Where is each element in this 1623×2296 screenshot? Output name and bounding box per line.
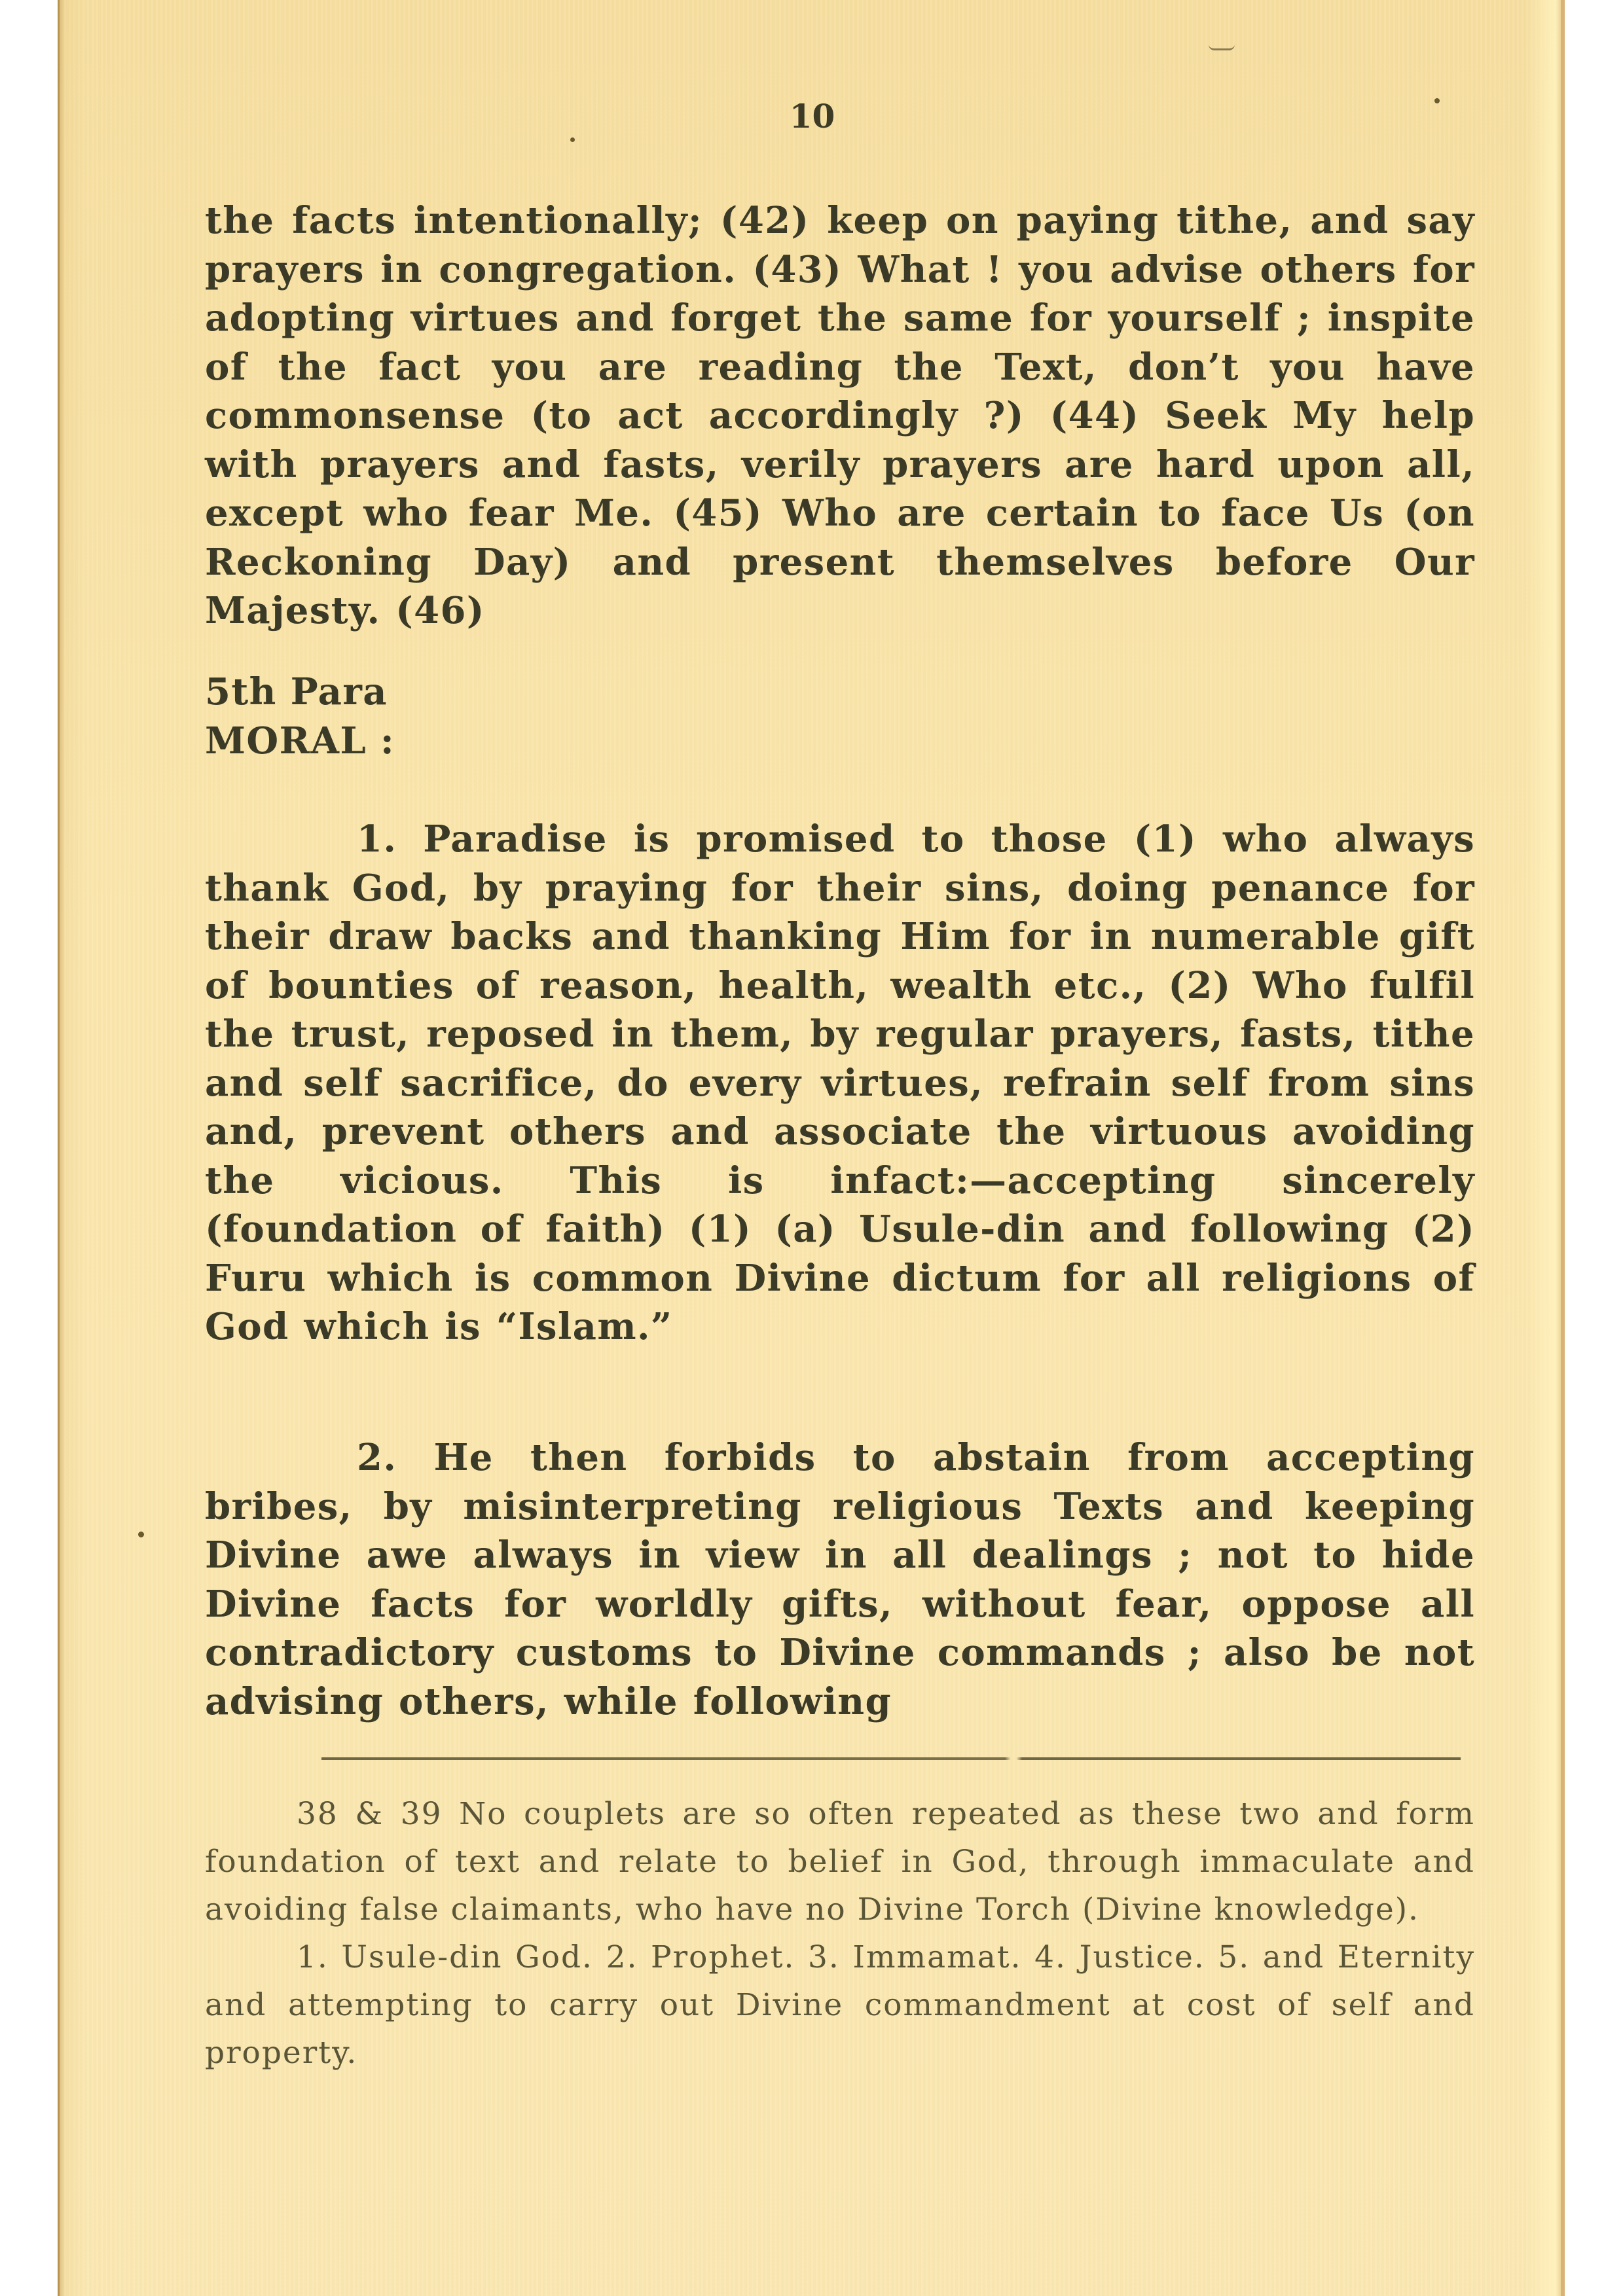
moral-item-2 <box>205 1433 1475 1726</box>
footnote-divider <box>321 1757 1461 1760</box>
paper-blemish <box>1209 45 1235 50</box>
section-heading-block <box>205 668 1475 765</box>
paper-speck <box>138 1532 144 1537</box>
page-edge <box>1561 0 1565 2296</box>
moral-paragraph: 2. He then forbids to abstain from accepting bribes, by misinterpreting religious Texts and keeping Divine awe always in view in all dealings ; not to hide Divine facts for worldly gifts, without fear, oppose all contradictory customs to Divine commands ; also be not advising others, while following <box>205 1436 1475 1723</box>
moral-item-1 <box>205 815 1475 1352</box>
paper-speck <box>1434 98 1440 103</box>
book-page <box>58 0 1565 2296</box>
footnotes <box>205 1790 1475 2077</box>
footnote-38-39: 38 & 39 No couplets are so often repeated as these two and form foundation of text and relate to belief in God, through immaculate and avoiding false claimants, who have no Divine Torch (Divine knowledge). <box>205 1796 1475 1928</box>
continuation-block <box>205 196 1475 636</box>
paper-speck <box>570 137 575 142</box>
footnote-1: 1. Usule-din God. 2. Prophet. 3. Immamat. 4. Justice. 5. and Eternity and attempting to carry out Divine commandment at cost of self and property. <box>205 1939 1475 2071</box>
moral-heading: MORAL : <box>205 719 395 762</box>
page-number: 10 <box>789 97 835 135</box>
moral-paragraph: 1. Paradise is promised to those (1) who always thank God, by praying for their sins, doing penance for their draw backs and thanking Him for in numerable gift of bounties of reason, health, wealth etc., (2) Who fulfil the trust, reposed in them, by regular prayers, fasts, tithe and self sacrifice, do every virtues, refrain self from sins and, prevent others and associate the virtuous avoiding the vicious. This is infact:—accepting sincerely (foundation of faith) (1) (a) Usule-din and following (2) Furu which is common Divine dictum for all religions of God which is “Islam.” <box>205 817 1475 1348</box>
para-label: 5th Para <box>205 670 388 713</box>
continuation-paragraph: the facts intentionally; (42) keep on paying tithe, and say prayers in congregation. (43) What ! you advise others for adopting virtues and forget the same for yourself ; inspite of the fact you are reading the Text, don’t you have commonsense (to act accordingly ?) (44) Seek My help with prayers and fasts, verily prayers are hard upon all, except who fear Me. (45) Who are certain to face Us (on Reckoning Day) and present themselves before Our Majesty. (46) <box>205 199 1475 632</box>
